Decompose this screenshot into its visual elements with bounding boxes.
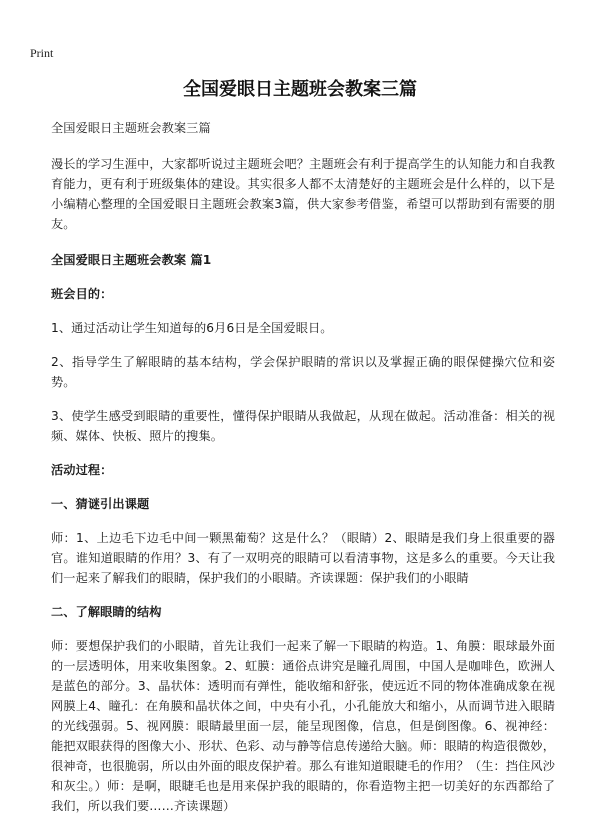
- section-1-title: 全国爱眼日主题班会教案 篇1: [51, 253, 212, 267]
- goal-heading: 班会目的：: [51, 287, 113, 301]
- document-title: 全国爱眼日主题班会教案三篇: [183, 79, 417, 100]
- step-2-paragraph: 师：要想保护我们的小眼睛，首先让我们一起来了解一下眼睛的构造。1、角膜：眼球最外面的一层透明体，用来收集图象。2、虹膜：通俗点讲究是瞳孔周围，中国人是咖啡色，欧洲人是蓝色的部分。3、晶状体：透明而有弹性，能收缩和舒张，使远近不同的物体准确成象在视网膜上4、瞳孔：在角膜和晶状体之间，中央有小孔，小孔能放大和缩小，从而调节进入眼睛的光线强弱。5、视网膜：眼睛最里面一层，能呈现图像，信息，但是倒图像。6、视神经：能把双眼获得的图像大小、形状、色彩、动与静等信息传递给大脑。师：眼睛的构造很微妙，很神奇，也很脆弱，所以由外面的眼皮保护着。那么有谁知道眼睫毛的作用？（生：挡住风沙和灰尘。）师：是啊，眼睫毛也是用来保护我的眼睛的，你看造物主把一切美好的东西都给了我们，所以我们要……齐读课题）: [51, 639, 555, 813]
- process-heading: 活动过程：: [51, 463, 113, 477]
- print-label: Print: [30, 46, 54, 60]
- step-1-paragraph: 师：1、上边毛下边毛中间一颗黑葡萄？这是什么？（眼睛）2、眼睛是我们身上很重要的器官。谁知道眼睛的作用？3、有了一双明亮的眼睛可以看清事物，这是多么的重要。今天让我们一起来了解我们的眼睛，保护我们的小眼睛。齐读课题：保护我们的小眼睛: [51, 531, 555, 585]
- goal-item-1: 1、通过活动让学生知道每的6月6日是全国爱眼日。: [51, 321, 333, 335]
- document-subtitle: 全国爱眼日主题班会教案三篇: [51, 121, 211, 135]
- step-1-heading: 一、猜谜引出课题: [51, 497, 150, 511]
- document-body: [51, 118, 555, 816]
- step-2-heading: 二、了解眼睛的结构: [51, 605, 162, 619]
- intro-paragraph: 漫长的学习生涯中，大家都听说过主题班会吧？主题班会有利于提高学生的认知能力和自我教育能力，更有利于班级集体的建设。其实很多人都不太清楚好的主题班会是什么样的，以下是小编精心整理的全国爱眼日主题班会教案3篇，供大家参考借鉴，希望可以帮助到有需要的朋友。: [51, 157, 555, 231]
- goal-item-2: 2、指导学生了解眼睛的基本结构，学会保护眼睛的常识以及掌握正确的眼保健操穴位和姿势。: [51, 355, 555, 389]
- goal-item-3: 3、使学生感受到眼睛的重要性，懂得保护眼睛从我做起，从现在做起。活动准备：相关的视频、媒体、快板、照片的搜集。: [51, 409, 555, 443]
